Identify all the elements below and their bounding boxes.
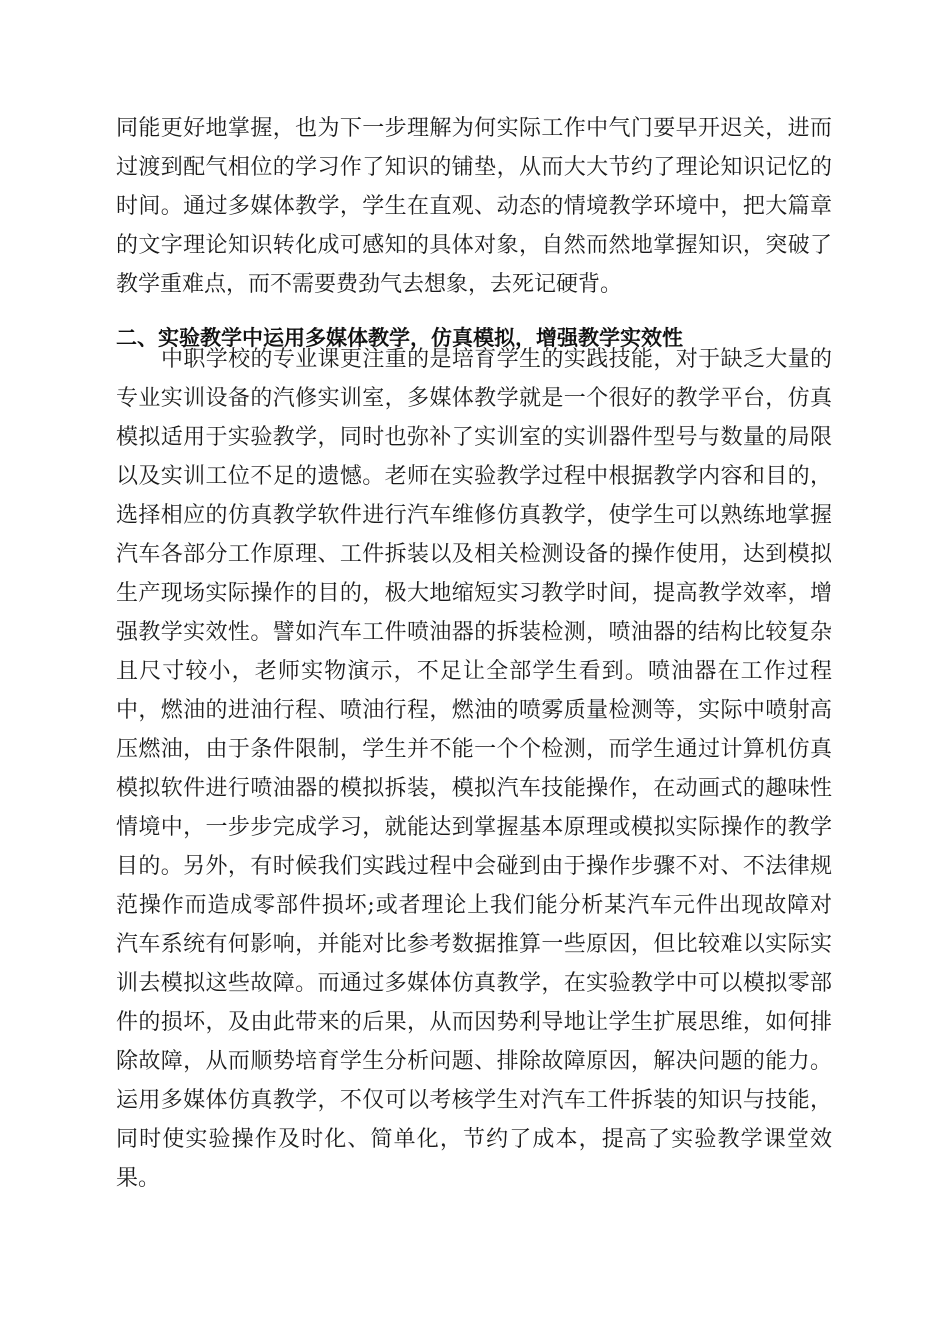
paragraph-2-line: 训去模拟这些故障。而通过多媒体仿真教学，在实验教学中可以模拟零部 xyxy=(116,971,832,996)
paragraph-2-line: 范操作而造成零部件损坏;或者理论上我们能分析某汽车元件出现故障对 xyxy=(116,893,832,918)
paragraph-1-line: 过渡到配气相位的学习作了知识的铺垫，从而大大节约了理论知识记忆的 xyxy=(116,155,832,180)
paragraph-2-line: 运用多媒体仿真教学，不仅可以考核学生对汽车工件拆装的知识与技能， xyxy=(116,1088,832,1113)
paragraph-1-line: 教学重难点，而不需要费劲气去想象，去死记硬背。 xyxy=(116,272,623,297)
paragraph-2-line: 目的。另外，有时候我们实践过程中会碰到由于操作步骤不对、不法律规 xyxy=(116,854,832,879)
section-heading: 二、实验教学中运用多媒体教学，仿真模拟，增强教学实效性 xyxy=(116,326,683,350)
paragraph-2-line: 选择相应的仿真教学软件进行汽车维修仿真教学，使学生可以熟练地掌握 xyxy=(116,503,832,528)
paragraph-1-line: 时间。通过多媒体教学，学生在直观、动态的情境教学环境中，把大篇章 xyxy=(116,194,832,219)
paragraph-2-line: 除故障，从而顺势培育学生分析问题、排除故障原因，解决问题的能力。 xyxy=(116,1049,832,1074)
paragraph-2-line: 件的损坏，及由此带来的后果，从而因势利导地让学生扩展思维，如何排 xyxy=(116,1010,832,1035)
paragraph-1-line: 同能更好地掌握，也为下一步理解为何实际工作中气门要早开迟关，进而 xyxy=(116,116,832,141)
paragraph-2-line: 同时使实验操作及时化、简单化，节约了成本，提高了实验教学课堂效 xyxy=(116,1127,832,1152)
paragraph-2-line: 生产现场实际操作的目的，极大地缩短实习教学时间，提高教学效率，增 xyxy=(116,581,832,606)
paragraph-1-line: 的文字理论知识转化成可感知的具体对象，自然而然地掌握知识，突破了 xyxy=(116,233,832,258)
paragraph-2-line: 汽车系统有何影响，并能对比参考数据推算一些原因，但比较难以实际实 xyxy=(116,932,832,957)
paragraph-2-line: 以及实训工位不足的遗憾。老师在实验教学过程中根据教学内容和目的， xyxy=(116,464,832,489)
paragraph-2-line: 模拟软件进行喷油器的模拟拆装，模拟汽车技能操作，在动画式的趣味性 xyxy=(116,776,832,801)
paragraph-2-line: 压燃油，由于条件限制，学生并不能一个个检测，而学生通过计算机仿真 xyxy=(116,737,832,762)
paragraph-2-line: 中职学校的专业课更注重的是培育学生的实践技能，对于缺乏大量的 xyxy=(161,347,832,372)
paragraph-2-line: 专业实训设备的汽修实训室，多媒体教学就是一个很好的教学平台，仿真 xyxy=(116,386,832,411)
paragraph-2-line: 情境中，一步步完成学习，就能达到掌握基本原理或模拟实际操作的教学 xyxy=(116,815,832,840)
paragraph-2-line: 强教学实效性。譬如汽车工件喷油器的拆装检测，喷油器的结构比较复杂 xyxy=(116,620,832,645)
paragraph-2-line: 中，燃油的进油行程、喷油行程，燃油的喷雾质量检测等，实际中喷射高 xyxy=(116,698,832,723)
paragraph-2-line: 模拟适用于实验教学，同时也弥补了实训室的实训器件型号与数量的局限 xyxy=(116,425,832,450)
paragraph-2-line: 果。 xyxy=(116,1166,161,1191)
paragraph-2-line: 汽车各部分工作原理、工件拆装以及相关检测设备的操作使用，达到模拟 xyxy=(116,542,832,567)
paragraph-2-line: 且尺寸较小，老师实物演示，不足让全部学生看到。喷油器在工作过程 xyxy=(116,659,832,684)
